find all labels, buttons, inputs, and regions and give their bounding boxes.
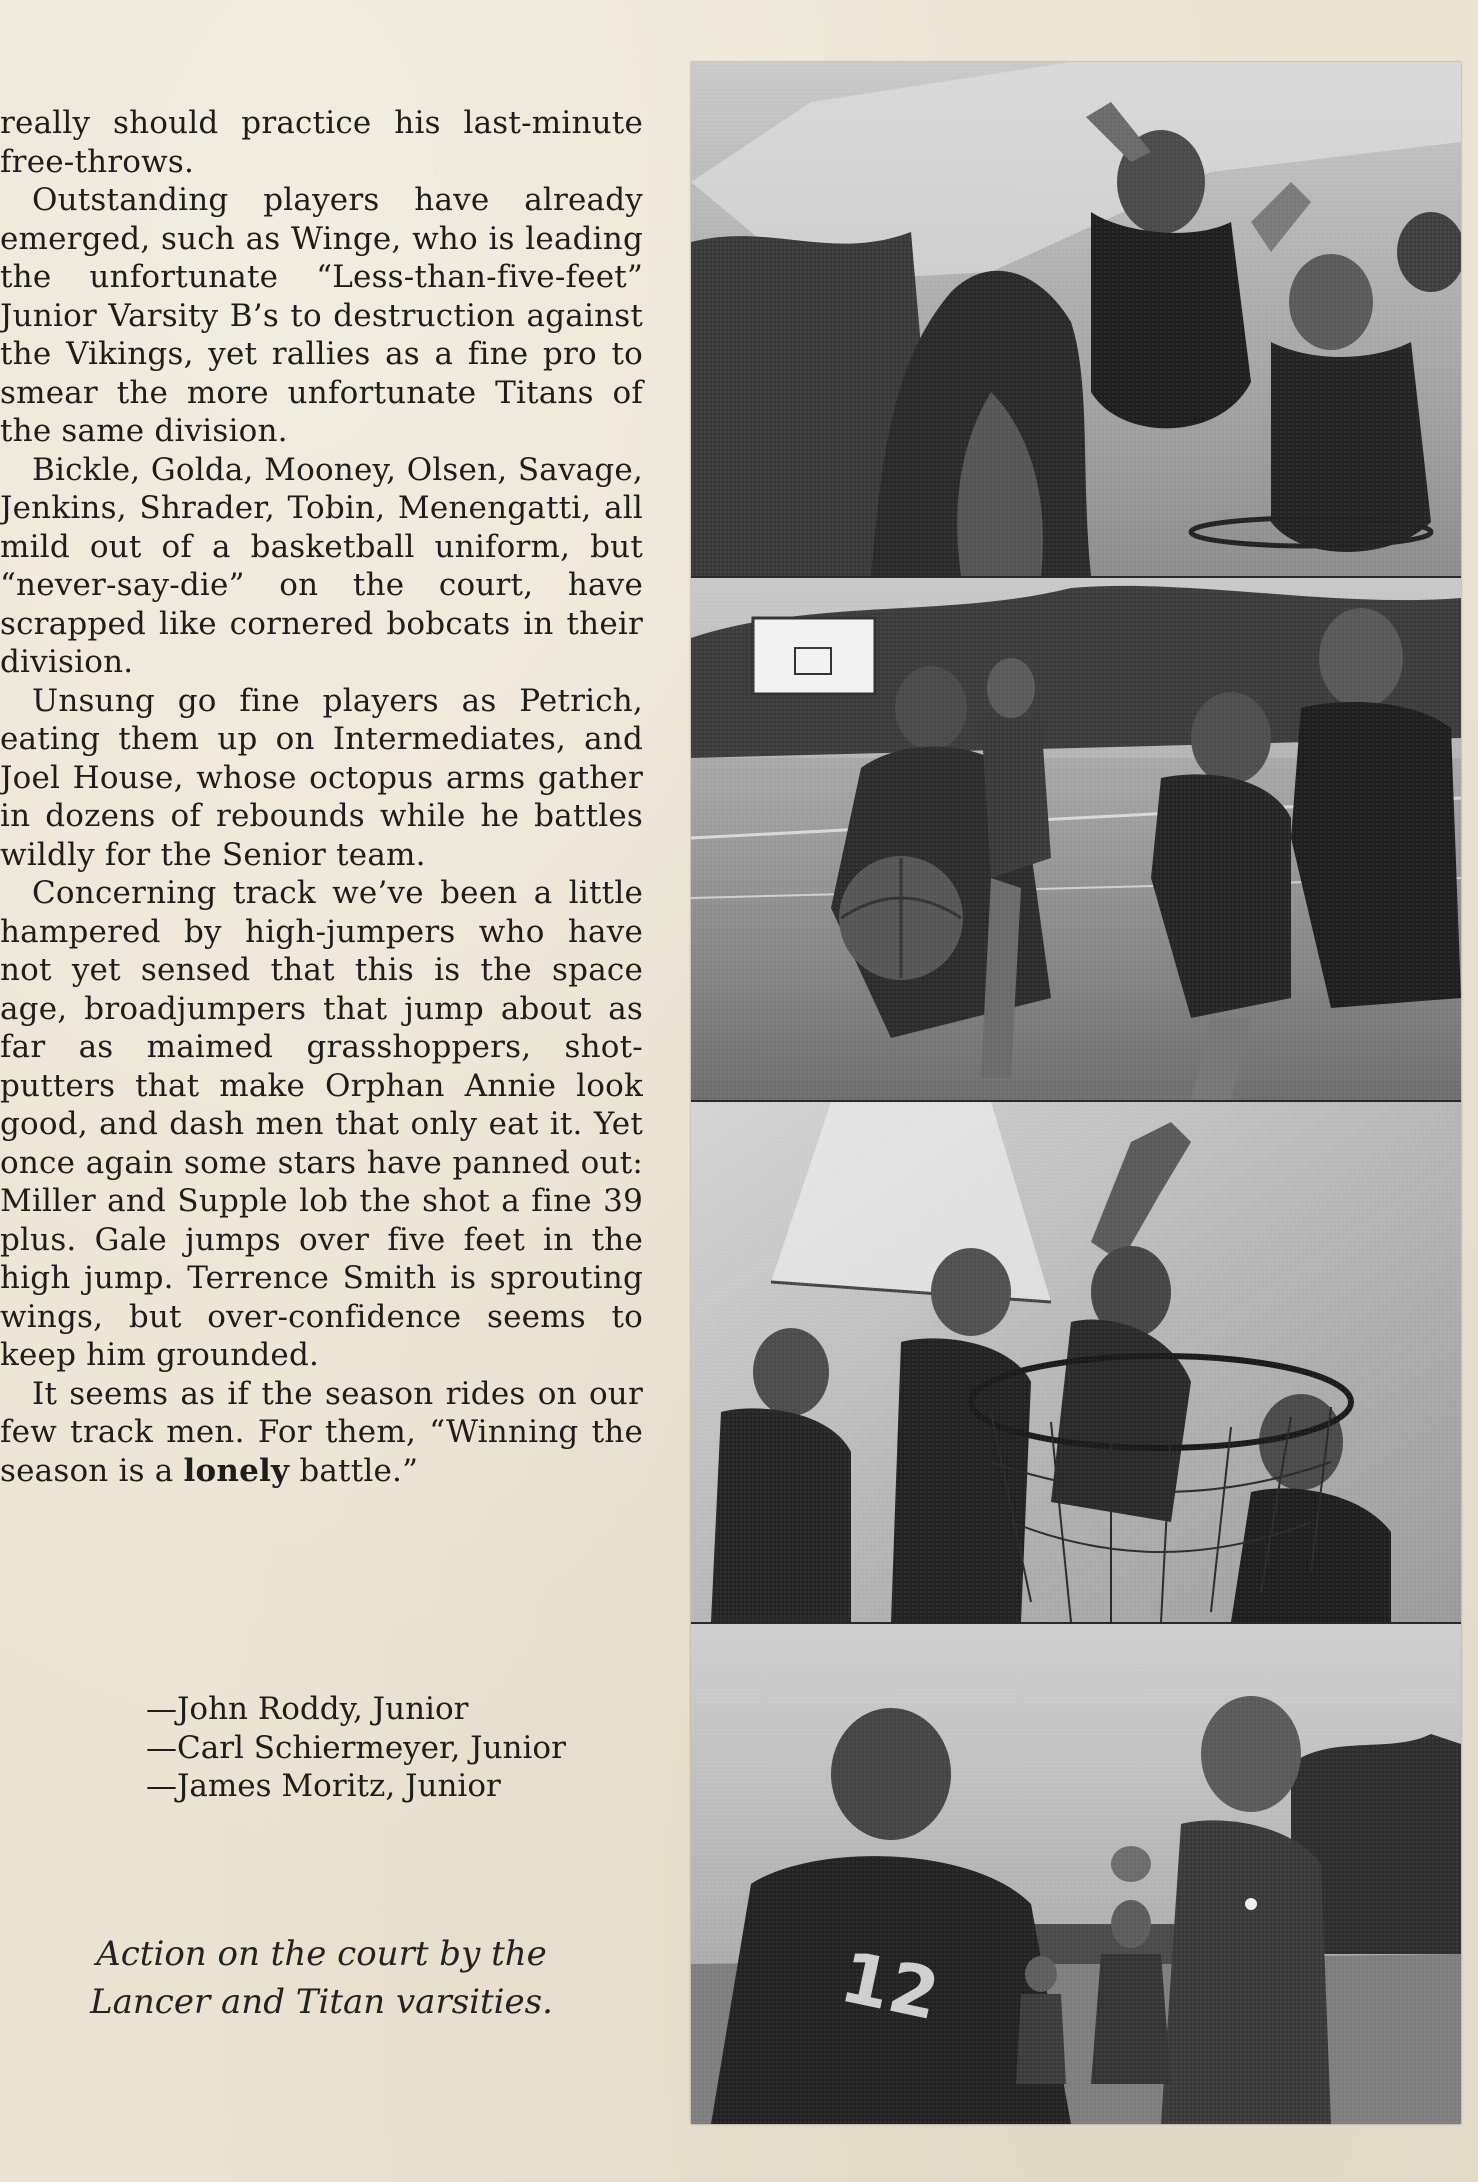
- photo-strip: [691, 62, 1461, 2124]
- basketball-photo-rim-shot: [691, 1102, 1461, 1622]
- signature-line: —John Roddy, Junior: [146, 1691, 469, 1727]
- signature-line: —Carl Schiermeyer, Junior: [146, 1729, 566, 1766]
- basketball-photo-dribble: [691, 578, 1461, 1100]
- author-signatures: [146, 1690, 566, 1806]
- article-closing-paragraph: [0, 1375, 643, 1491]
- basketball-photo-rebound: [691, 62, 1461, 576]
- closing-text-end: battle.”: [289, 1452, 419, 1489]
- caption-line: Action on the court by the: [96, 1934, 547, 1974]
- article-paragraph: Bickle, Golda, Mooney, Olsen, Savage, Jenkins, Shrader, Tobin, Menengatti, all mild out of a basketball uniform, but “never-say-die” on the court, have scrapped like cornered bobcats in their division.: [0, 451, 643, 680]
- photo-caption: [0, 1930, 643, 2026]
- article-paragraph: really should practice his last-minute free-throws.: [0, 105, 643, 180]
- signature-line: —James Moritz, Junior: [146, 1768, 501, 1804]
- closing-bold-word: lonely: [183, 1452, 290, 1489]
- article-paragraph: Concerning track we’ve been a little hampered by high-jumpers who have not yet sensed that this is the space age, broadjumpers that jump about as far as maimed grasshoppers, shot-putters that make Orphan Annie look good, and dash men that only eat it. Yet once again some stars have panned out: Miller and Supple lob the shot a fine 39 plus. Gale jumps over five feet in the high jump. Terrence Smith is sprouting wings, but over-confidence seems to keep him grounded.: [0, 875, 643, 1373]
- basketball-photo-jersey: [691, 1624, 1461, 2124]
- closing-text-start: It seems as if the season rides on our few track men. For them, “Winning the season is a: [0, 1375, 643, 1489]
- caption-line: Lancer and Titan varsities.: [90, 1982, 553, 2022]
- article-paragraph: Unsung go fine players as Petrich, eating them up on Intermediates, and Joel House, whose octopus arms gather in dozens of rebounds while he battles wildly for the Senior team.: [0, 682, 643, 873]
- article-text-column: [0, 104, 643, 1490]
- article-paragraph: Outstanding players have already emerged, such as Winge, who is leading the unfortunate “Less-than-five-feet” Junior Varsity B’s to destruction against the Vikings, yet rallies as a fine pro to smear the more unfortunate Titans of the same division.: [0, 182, 643, 449]
